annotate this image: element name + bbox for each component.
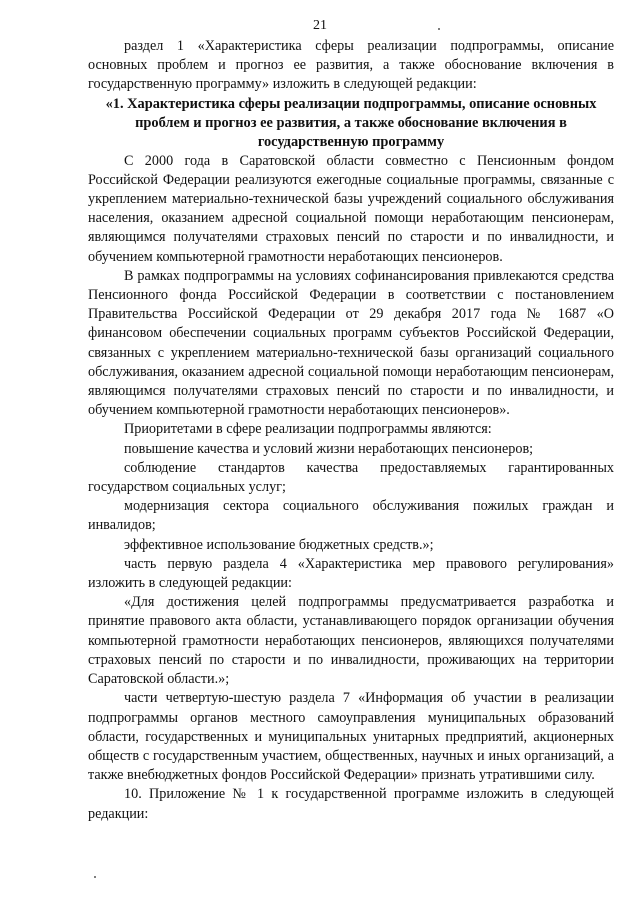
paragraph: С 2000 года в Саратовской области совместно с Пенсионным фондом Российской Федерации реализуются ежегодные социальные программы, связанные с укреплением материально-технической базы учреждений социального обслуживания населения, оказанием адресной социальной помощи неработающим пенсионерам, являющимся получателями страховых пенсий по старости и по инвалидности, и обучением компьютерной грамотности неработающих пенсионеров.: [88, 152, 614, 265]
list-item: эффективное использование бюджетных средств.»;: [124, 536, 434, 553]
list-item: повышение качества и условий жизни неработающих пенсионеров;: [124, 440, 534, 457]
scan-speck: [438, 28, 440, 30]
paragraph: В рамках подпрограммы на условиях софинансирования привлекаются средства Пенсионного фонда Российской Федерации в соответствии с постановлением Правительства Российской Федерации от 29 декабря 2017 года № 1687 «О финансовом обеспечении социальных программ субъектов Российской Федерации, связанных с укреплением материально-технической базы организаций социального обслуживания, оказанием адресной социальной помощи неработающим пенсионерам, являющимся получателями страховых пенсий по старости и по инвалидности, и обучением компьютерной грамотности неработающих пенсионеров».: [88, 267, 614, 419]
scan-speck: [94, 876, 96, 878]
document-body: [88, 37, 614, 824]
paragraph: часть первую раздела 4 «Характеристика мер правового регулирования» изложить в следующей редакции:: [88, 555, 614, 592]
paragraph: части четвертую-шестую раздела 7 «Информация об участии в реализации подпрограммы органов местного самоуправления муниципальных образований области, государственных и муниципальных унитарных предприятий, акционерных обществ с государственным участием, общественных, научных и иных организаций, а также внебюджетных фондов Российской Федерации» признать утратившими силу.: [88, 690, 614, 784]
paragraph: раздел 1 «Характеристика сферы реализации подпрограммы, описание основных проблем и прогноз ее развития, а также обоснование включения в государственную программу» изложить в следующей редакции:: [88, 38, 614, 93]
paragraph: 10. Приложение № 1 к государственной программе изложить в следующей редакции:: [88, 786, 614, 822]
list-item: модернизация сектора социального обслуживания пожилых граждан и инвалидов;: [88, 498, 614, 534]
list-item: соблюдение стандартов качества предоставляемых гарантированных государством социальных услуг;: [88, 459, 614, 496]
paragraph: Приоритетами в сфере реализации подпрограммы являются:: [124, 421, 492, 438]
page-number: 21: [313, 18, 327, 33]
section-heading: «1. Характеристика сферы реализации подпрограммы, описание основных проблем и прогноз ее развития, а также обоснование включения в государственную программу: [105, 95, 597, 150]
paragraph: «Для достижения целей подпрограммы предусматривается разработка и принятие правового акта области, устанавливающего порядок организации обучения компьютерной грамотности неработающих пенсионеров, являющихся получателями страховых пенсий по старости и по инвалидности, проживающих на территории Саратовской области.»;: [88, 594, 614, 688]
